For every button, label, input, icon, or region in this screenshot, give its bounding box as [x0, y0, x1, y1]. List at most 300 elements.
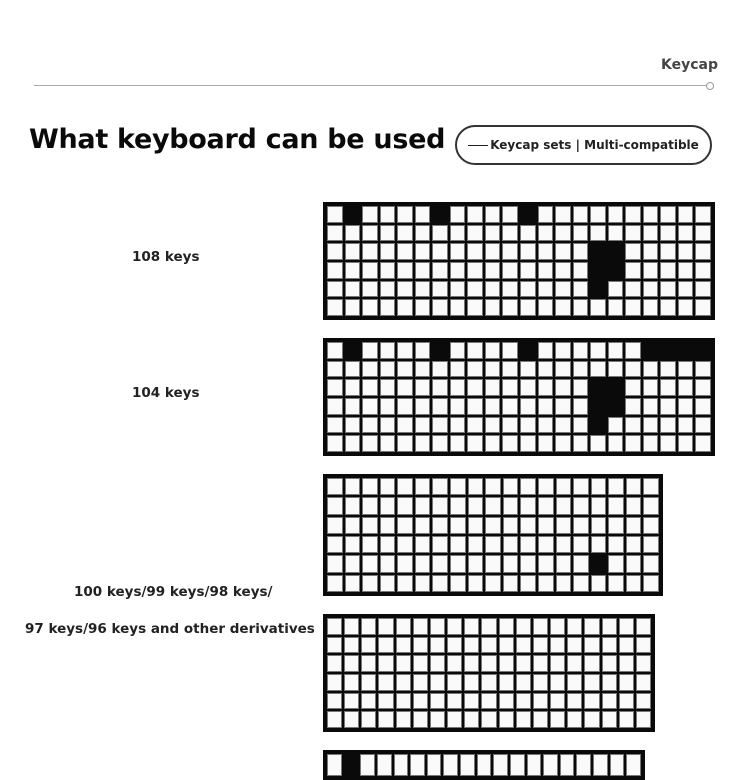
keycap	[550, 655, 565, 672]
keycap	[450, 417, 466, 434]
keycap	[538, 243, 554, 260]
keycap	[413, 674, 428, 691]
keycap	[430, 693, 445, 710]
keycap	[467, 342, 483, 359]
keycap	[555, 243, 571, 260]
keycap	[432, 262, 448, 279]
keycap	[590, 206, 606, 223]
keycap	[660, 262, 676, 279]
keycap	[327, 417, 343, 434]
keycap	[481, 618, 496, 635]
keycap	[538, 281, 554, 298]
keycap	[573, 478, 589, 495]
keycap	[602, 693, 617, 710]
keycap	[502, 398, 518, 415]
keycap	[502, 281, 518, 298]
keycap	[362, 206, 378, 223]
keycap	[678, 435, 694, 452]
keycap	[464, 637, 479, 654]
keycap	[608, 206, 624, 223]
keycap	[432, 536, 448, 553]
keycap	[533, 693, 548, 710]
keycap	[361, 618, 376, 635]
keycap	[538, 225, 554, 242]
keycap	[520, 379, 536, 396]
keycap	[625, 225, 641, 242]
keycap	[362, 342, 378, 359]
keycap	[380, 243, 396, 260]
keycap	[362, 379, 378, 396]
keycap	[678, 243, 694, 260]
keycap	[397, 225, 413, 242]
keycap	[413, 693, 428, 710]
keycap	[345, 417, 361, 434]
keycap	[556, 497, 572, 514]
keycap	[538, 398, 554, 415]
keycap	[555, 342, 571, 359]
keycap	[636, 693, 651, 710]
keycap	[502, 243, 518, 260]
keycap	[556, 575, 572, 592]
keycap	[516, 711, 531, 728]
keycap	[345, 243, 361, 260]
keycap	[643, 575, 659, 592]
keycap	[344, 618, 359, 635]
keycap	[678, 361, 694, 378]
keycap	[591, 497, 607, 514]
keycap	[361, 674, 376, 691]
keycap	[327, 575, 343, 592]
keycap	[468, 497, 484, 514]
keycap	[380, 478, 396, 495]
keycap	[602, 637, 617, 654]
keycap	[550, 693, 565, 710]
keycap	[362, 398, 378, 415]
keycap	[485, 243, 501, 260]
keycap	[397, 555, 413, 572]
keycap	[327, 206, 343, 223]
keycap	[636, 637, 651, 654]
keycap	[447, 618, 462, 635]
keycap	[625, 281, 641, 298]
keycap	[660, 379, 676, 396]
keycap	[678, 262, 694, 279]
keycap	[643, 398, 659, 415]
keycap	[538, 575, 554, 592]
keycap	[556, 517, 572, 534]
keycap	[345, 497, 361, 514]
keycap	[619, 693, 634, 710]
keycap	[636, 655, 651, 672]
keycap	[397, 379, 413, 396]
label-108-keys: 108 keys	[132, 249, 200, 265]
keycap	[626, 575, 642, 592]
divider-end-dot	[706, 82, 714, 90]
keycap	[380, 262, 396, 279]
keycap	[584, 693, 599, 710]
keycap	[450, 299, 466, 316]
keyboard-96-image	[323, 614, 655, 732]
keycap	[520, 497, 536, 514]
keycap	[573, 417, 589, 434]
keycap	[567, 618, 582, 635]
keycap	[327, 398, 343, 415]
keycap	[362, 262, 378, 279]
keycap	[602, 618, 617, 635]
keycap	[584, 674, 599, 691]
keycap	[520, 435, 536, 452]
keycap	[415, 575, 431, 592]
keycap	[695, 206, 711, 223]
keycap	[608, 361, 624, 378]
keycap	[430, 655, 445, 672]
keycap	[362, 417, 378, 434]
keycap	[695, 398, 711, 415]
header-divider	[34, 85, 708, 86]
keycap	[643, 517, 659, 534]
keycap	[625, 206, 641, 223]
keycap	[502, 361, 518, 378]
keycap	[396, 655, 411, 672]
keycap	[447, 637, 462, 654]
keycap	[625, 379, 641, 396]
keycap	[327, 517, 343, 534]
keycap	[538, 435, 554, 452]
keycap	[660, 225, 676, 242]
keycap	[590, 299, 606, 316]
keycap	[430, 637, 445, 654]
keycap	[502, 206, 518, 223]
keycap	[608, 435, 624, 452]
keycap	[362, 497, 378, 514]
keycap	[485, 536, 501, 553]
keycap	[432, 361, 448, 378]
keycap	[485, 206, 501, 223]
keycap	[520, 517, 536, 534]
keycap	[636, 618, 651, 635]
keycap	[608, 225, 624, 242]
keycap	[626, 478, 642, 495]
keycap	[626, 517, 642, 534]
keycap	[555, 435, 571, 452]
keycap	[602, 674, 617, 691]
keycap	[538, 517, 554, 534]
keycap	[362, 536, 378, 553]
keycap	[584, 618, 599, 635]
keycap	[378, 711, 393, 728]
keycap	[344, 693, 359, 710]
page-title: What keyboard can be used	[29, 124, 446, 155]
keycap	[573, 536, 589, 553]
keycap	[550, 618, 565, 635]
keycap	[327, 379, 343, 396]
keycap	[415, 243, 431, 260]
keycap	[678, 281, 694, 298]
keycap	[538, 299, 554, 316]
keycap	[485, 361, 501, 378]
keycap	[464, 618, 479, 635]
keycap	[361, 693, 376, 710]
keycap	[584, 637, 599, 654]
keycap	[345, 225, 361, 242]
keycap	[362, 243, 378, 260]
keycap	[415, 435, 431, 452]
keycap	[502, 299, 518, 316]
keycap	[345, 517, 361, 534]
keycap	[608, 417, 624, 434]
keycap	[380, 379, 396, 396]
keycap	[485, 398, 501, 415]
keycap	[415, 225, 431, 242]
keycap	[415, 342, 431, 359]
keycap	[516, 637, 531, 654]
keycap	[499, 674, 514, 691]
keycap	[468, 555, 484, 572]
keycap	[450, 262, 466, 279]
keycap	[464, 693, 479, 710]
keycap	[380, 342, 396, 359]
keycap	[447, 655, 462, 672]
keycap	[573, 497, 589, 514]
keycap	[468, 575, 484, 592]
keycap	[327, 693, 342, 710]
keycap	[538, 417, 554, 434]
keycap	[533, 618, 548, 635]
keycap	[678, 299, 694, 316]
label-100-keys-line1: 100 keys/99 keys/98 keys/	[74, 584, 273, 600]
keycap	[432, 497, 448, 514]
keycap	[362, 361, 378, 378]
keycap	[608, 517, 624, 534]
keycap	[397, 417, 413, 434]
keycap	[415, 517, 431, 534]
keycap	[413, 637, 428, 654]
keycap	[327, 711, 342, 728]
keycap	[573, 517, 589, 534]
keycap	[345, 536, 361, 553]
keycap	[555, 262, 571, 279]
keycap	[573, 435, 589, 452]
keycap	[555, 361, 571, 378]
keycap	[625, 262, 641, 279]
keycap	[450, 536, 466, 553]
keyboard-104-image	[323, 338, 715, 456]
keycap	[550, 637, 565, 654]
keycap	[415, 417, 431, 434]
keycap	[555, 417, 571, 434]
keycap	[327, 497, 343, 514]
keycap	[619, 711, 634, 728]
keycap	[584, 711, 599, 728]
keycap	[608, 342, 624, 359]
keycap	[378, 637, 393, 654]
keycap	[380, 281, 396, 298]
keycap	[450, 555, 466, 572]
keycap	[396, 637, 411, 654]
keycap	[625, 398, 641, 415]
keycap	[608, 536, 624, 553]
keycap	[380, 497, 396, 514]
keycap	[327, 342, 343, 359]
keycap	[380, 417, 396, 434]
keycap	[432, 555, 448, 572]
keycap	[503, 536, 519, 553]
keycap	[327, 637, 342, 654]
keycap	[362, 517, 378, 534]
keycap	[345, 299, 361, 316]
keycap	[464, 655, 479, 672]
keycap	[573, 398, 589, 415]
keycap	[396, 693, 411, 710]
keycap	[397, 262, 413, 279]
keycap	[503, 517, 519, 534]
keycap	[450, 361, 466, 378]
keycap	[380, 575, 396, 592]
keycap	[450, 517, 466, 534]
keycap	[520, 262, 536, 279]
keycap	[397, 281, 413, 298]
keycap	[450, 243, 466, 260]
keycap	[608, 575, 624, 592]
keycap	[345, 281, 361, 298]
keycap	[608, 281, 624, 298]
keycap	[345, 435, 361, 452]
keycap	[660, 299, 676, 316]
keycap	[327, 435, 343, 452]
keycap	[344, 655, 359, 672]
keycap	[695, 361, 711, 378]
keycap	[467, 206, 483, 223]
keycap	[520, 281, 536, 298]
keycap	[591, 517, 607, 534]
keycap	[397, 299, 413, 316]
keycap	[678, 417, 694, 434]
keycap	[415, 536, 431, 553]
keycap	[378, 674, 393, 691]
keycap	[573, 299, 589, 316]
keycap	[380, 225, 396, 242]
keycap	[485, 379, 501, 396]
keycap	[397, 497, 413, 514]
keycap	[516, 674, 531, 691]
keycap	[590, 225, 606, 242]
keycap	[450, 435, 466, 452]
keycap	[432, 379, 448, 396]
keycap	[485, 299, 501, 316]
keycap	[467, 361, 483, 378]
keycap	[502, 379, 518, 396]
keycap	[362, 225, 378, 242]
keycap	[695, 417, 711, 434]
keycap	[396, 711, 411, 728]
keycap	[520, 575, 536, 592]
keycap	[397, 478, 413, 495]
keycap	[361, 637, 376, 654]
keycap	[467, 417, 483, 434]
keycap	[413, 711, 428, 728]
keycap	[450, 225, 466, 242]
keycap	[502, 342, 518, 359]
keycap	[485, 435, 501, 452]
keycap	[503, 478, 519, 495]
keycap	[625, 435, 641, 452]
keycap	[430, 711, 445, 728]
pill-dash	[468, 145, 488, 146]
keycap	[538, 206, 554, 223]
keycap	[327, 536, 343, 553]
keycap	[450, 281, 466, 298]
keycap	[485, 225, 501, 242]
keycap	[397, 361, 413, 378]
keycap	[678, 206, 694, 223]
keycap	[625, 342, 641, 359]
keycap	[660, 206, 676, 223]
keycap	[327, 555, 343, 572]
keycap	[567, 674, 582, 691]
keycap	[567, 693, 582, 710]
keycap	[415, 555, 431, 572]
keycap	[397, 536, 413, 553]
keycap	[467, 398, 483, 415]
keycap	[503, 555, 519, 572]
keycap	[643, 262, 659, 279]
keycap	[380, 299, 396, 316]
keycap	[619, 637, 634, 654]
keycap	[485, 517, 501, 534]
keycap	[415, 299, 431, 316]
keycap	[430, 618, 445, 635]
keycap	[643, 536, 659, 553]
keycap	[625, 243, 641, 260]
keycap	[397, 575, 413, 592]
keycap	[625, 361, 641, 378]
keycap	[481, 674, 496, 691]
keycap	[397, 435, 413, 452]
keycap	[432, 398, 448, 415]
label-104-keys: 104 keys	[132, 385, 200, 401]
keycap	[591, 478, 607, 495]
keycap	[499, 618, 514, 635]
keycap	[327, 655, 342, 672]
keycap	[520, 398, 536, 415]
keycap	[619, 674, 634, 691]
keycap	[362, 575, 378, 592]
keycap	[464, 711, 479, 728]
keycap	[550, 711, 565, 728]
keycap	[503, 497, 519, 514]
keycap	[602, 711, 617, 728]
keycap	[516, 655, 531, 672]
keycap	[625, 417, 641, 434]
keycap	[643, 361, 659, 378]
keycap	[538, 555, 554, 572]
keycap	[380, 361, 396, 378]
keycap	[327, 299, 343, 316]
keycap	[450, 206, 466, 223]
keycap	[678, 379, 694, 396]
keycap	[345, 361, 361, 378]
keycap	[573, 379, 589, 396]
keycap	[380, 398, 396, 415]
keycap	[608, 555, 624, 572]
keycap	[481, 637, 496, 654]
keycap	[415, 398, 431, 415]
keycap	[533, 674, 548, 691]
pill-text: Keycap sets | Multi-compatible	[490, 138, 699, 152]
keycap	[695, 281, 711, 298]
keycap	[503, 575, 519, 592]
keycap	[590, 361, 606, 378]
